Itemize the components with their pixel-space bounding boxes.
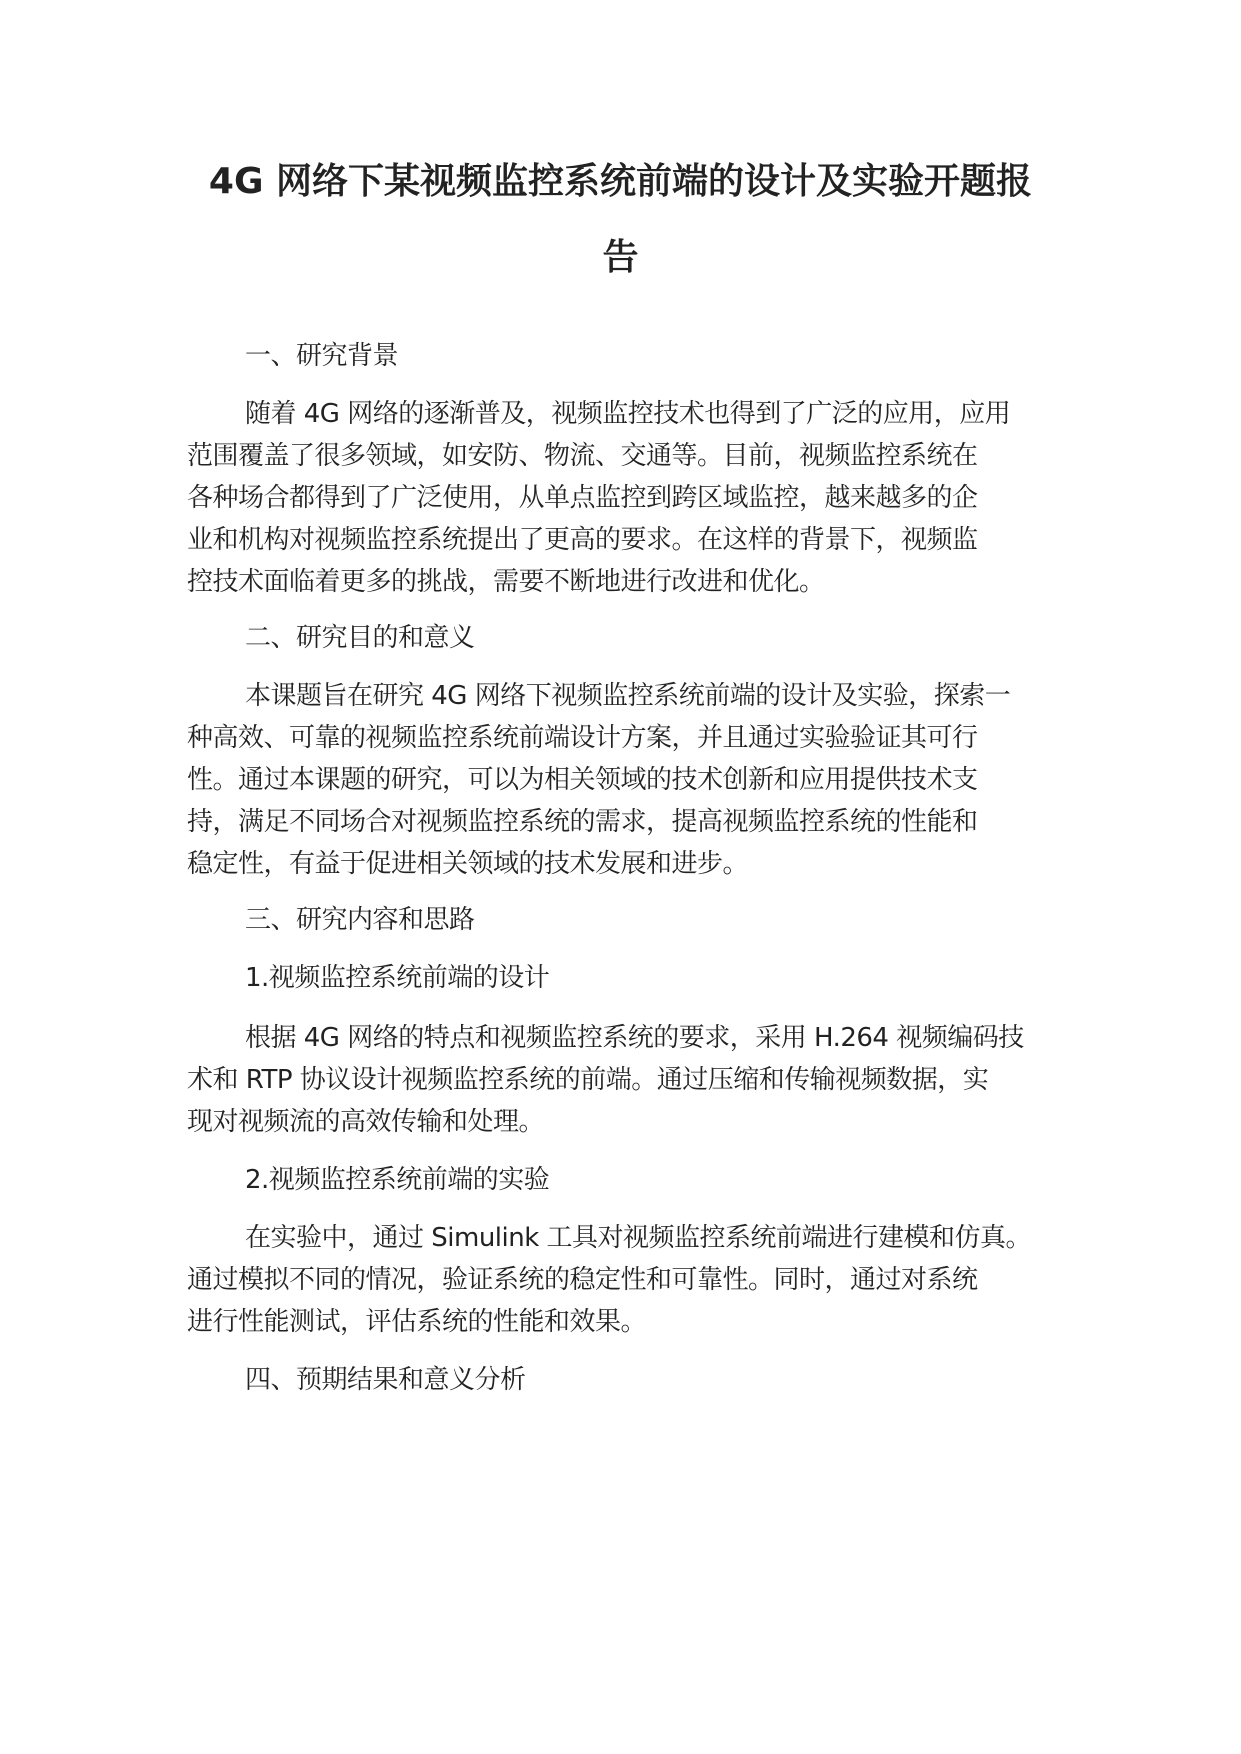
paragraph-line: 种高效、可靠的视频监控系统前端设计方案，并且通过实验验证其可行: [187, 723, 978, 753]
paragraph-line: 本课题旨在研究 4G 网络下视频监控系统前端的设计及实验，探索一: [245, 681, 1011, 711]
paragraph-line: 控技术面临着更多的挑战，需要不断地进行改进和优化。: [187, 567, 825, 597]
subsection-heading-experiment: 2.视频监控系统前端的实验: [245, 1165, 550, 1195]
paragraph-line: 持，满足不同场合对视频监控系统的需求，提高视频监控系统的性能和: [187, 807, 978, 837]
subsection-heading-design: 1.视频监控系统前端的设计: [245, 963, 550, 993]
paragraph-line: 随着 4G 网络的逐渐普及，视频监控技术也得到了广泛的应用，应用: [245, 399, 1011, 429]
section-heading-content: 三、研究内容和思路: [245, 905, 475, 935]
document-title-line-1: 4G 网络下某视频监控系统前端的设计及实验开题报: [208, 161, 1033, 202]
paragraph-line: 稳定性，有益于促进相关领域的技术发展和进步。: [187, 849, 749, 879]
paragraph-line: 业和机构对视频监控系统提出了更高的要求。在这样的背景下，视频监: [187, 525, 978, 555]
paragraph-line: 术和 RTP 协议设计视频监控系统的前端。通过压缩和传输视频数据，实: [187, 1065, 989, 1095]
paragraph-line: 性。通过本课题的研究，可以为相关领域的技术创新和应用提供技术支: [187, 765, 978, 795]
section-heading-purpose: 二、研究目的和意义: [245, 623, 475, 653]
paragraph-line: 进行性能测试，评估系统的性能和效果。: [187, 1307, 647, 1337]
paragraph-line: 范围覆盖了很多领域，如安防、物流、交通等。目前，视频监控系统在: [187, 441, 978, 471]
paragraph-line: 根据 4G 网络的特点和视频监控系统的要求，采用 H.264 视频编码技: [245, 1023, 1024, 1053]
document-title-line-2: 告: [602, 237, 639, 278]
paragraph-line: 各种场合都得到了广泛使用，从单点监控到跨区域监控，越来越多的企: [187, 483, 978, 513]
paragraph-line: 在实验中，通过 Simulink 工具对视频监控系统前端进行建模和仿真。: [245, 1223, 1032, 1253]
section-heading-expected-results: 四、预期结果和意义分析: [245, 1365, 526, 1395]
section-heading-background: 一、研究背景: [245, 341, 399, 371]
paragraph-line: 通过模拟不同的情况，验证系统的稳定性和可靠性。同时，通过对系统: [187, 1265, 978, 1295]
paragraph-line: 现对视频流的高效传输和处理。: [187, 1107, 545, 1137]
